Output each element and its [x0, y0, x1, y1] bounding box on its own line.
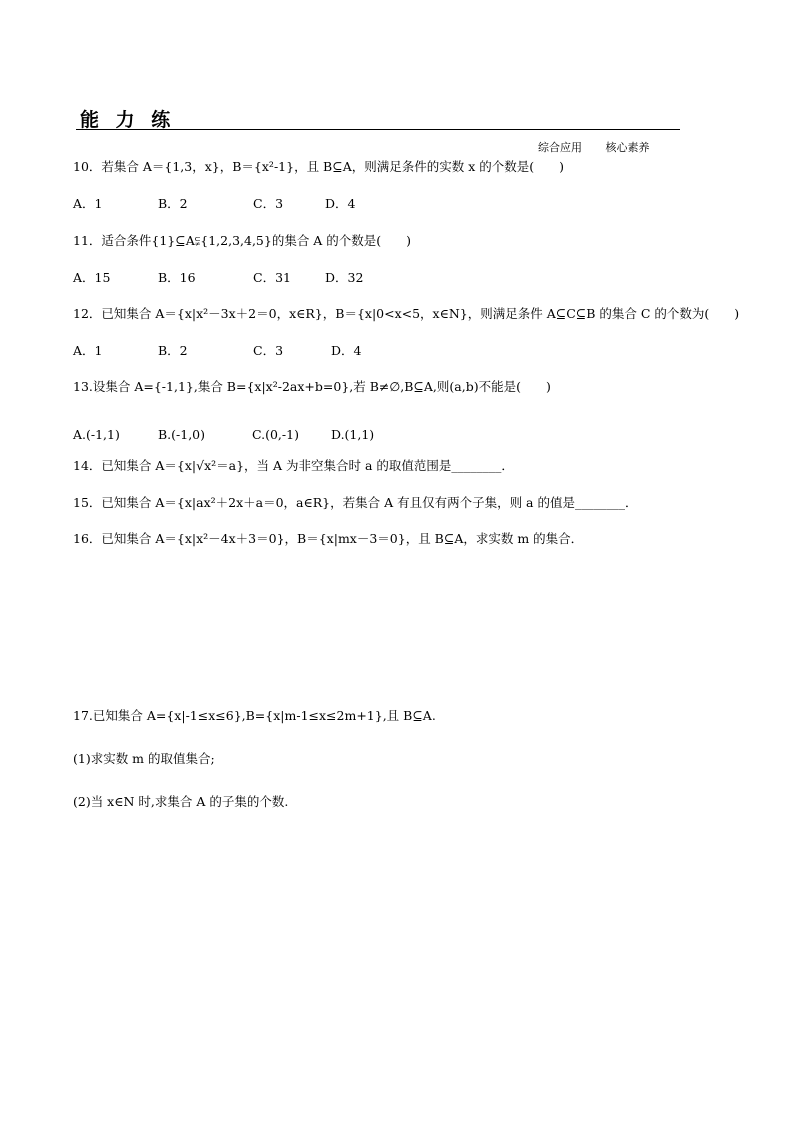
- option-a: A．1: [73, 343, 103, 358]
- option-d: D．32: [325, 270, 364, 285]
- question-14: 14．已知集合 A＝{x|√x²＝a}，当 A 为非空集合时 a 的取值范围是________．: [73, 458, 514, 473]
- option-b: B．2: [158, 196, 188, 211]
- option-d: D．4: [331, 343, 362, 358]
- question-11: 11．适合条件{1}⊆A⫋{1,2,3,4,5}的集合 A 的个数是( ): [73, 233, 412, 248]
- section-header: [76, 103, 680, 130]
- question-17-part-1: (1)求实数 m 的取值集合;: [73, 751, 215, 766]
- option-c: C．3: [253, 196, 284, 211]
- question-12: 12．已知集合 A＝{x|x²－3x＋2＝0，x∈R}，B＝{x|0<x<5，x∈N}，则满足条件 A⊆C⊆B 的集合 C 的个数为( ): [73, 306, 740, 321]
- question-13: 13.设集合 A={-1,1},集合 B={x|x²-2ax+b=0},若 B≠∅,B⊆A,则(a,b)不能是( ): [73, 379, 551, 394]
- question-15: 15．已知集合 A＝{x|ax²＋2x＋a＝0，a∈R}，若集合 A 有且仅有两个子集，则 a 的值是________．: [73, 495, 638, 510]
- question-10: 10．若集合 A＝{1,3，x}，B＝{x²-1}，且 B⊆A，则满足条件的实数 x 的个数是( ): [73, 159, 564, 174]
- question-16: 16．已知集合 A＝{x|x²－4x＋3＝0}，B＝{x|mx－3＝0}，且 B⊆A，求实数 m 的集合．: [73, 531, 584, 546]
- question-17: 17.已知集合 A={x|-1≤x≤6},B={x|m-1≤x≤2m+1},且 B⊆A.: [73, 708, 436, 723]
- option-c: C.(0,-1): [252, 427, 299, 442]
- section-tags: [538, 139, 650, 155]
- tag-core-literacy: 核心素养: [605, 141, 650, 154]
- tag-comprehensive-application: 综合应用: [538, 141, 582, 154]
- option-a: A．1: [73, 196, 103, 211]
- option-a: A．15: [73, 270, 111, 285]
- option-b: B.(-1,0): [158, 427, 206, 442]
- section-title: 能 力 练: [80, 109, 176, 131]
- question-17-part-2: (2)当 x∈N 时,求集合 A 的子集的个数.: [73, 794, 289, 809]
- option-b: B．16: [158, 270, 196, 285]
- option-c: C．3: [253, 343, 284, 358]
- option-a: A.(-1,1): [73, 427, 120, 442]
- option-b: B．2: [158, 343, 188, 358]
- option-c: C．31: [253, 270, 291, 285]
- option-d: D．4: [325, 196, 356, 211]
- option-d: D.(1,1): [331, 427, 375, 442]
